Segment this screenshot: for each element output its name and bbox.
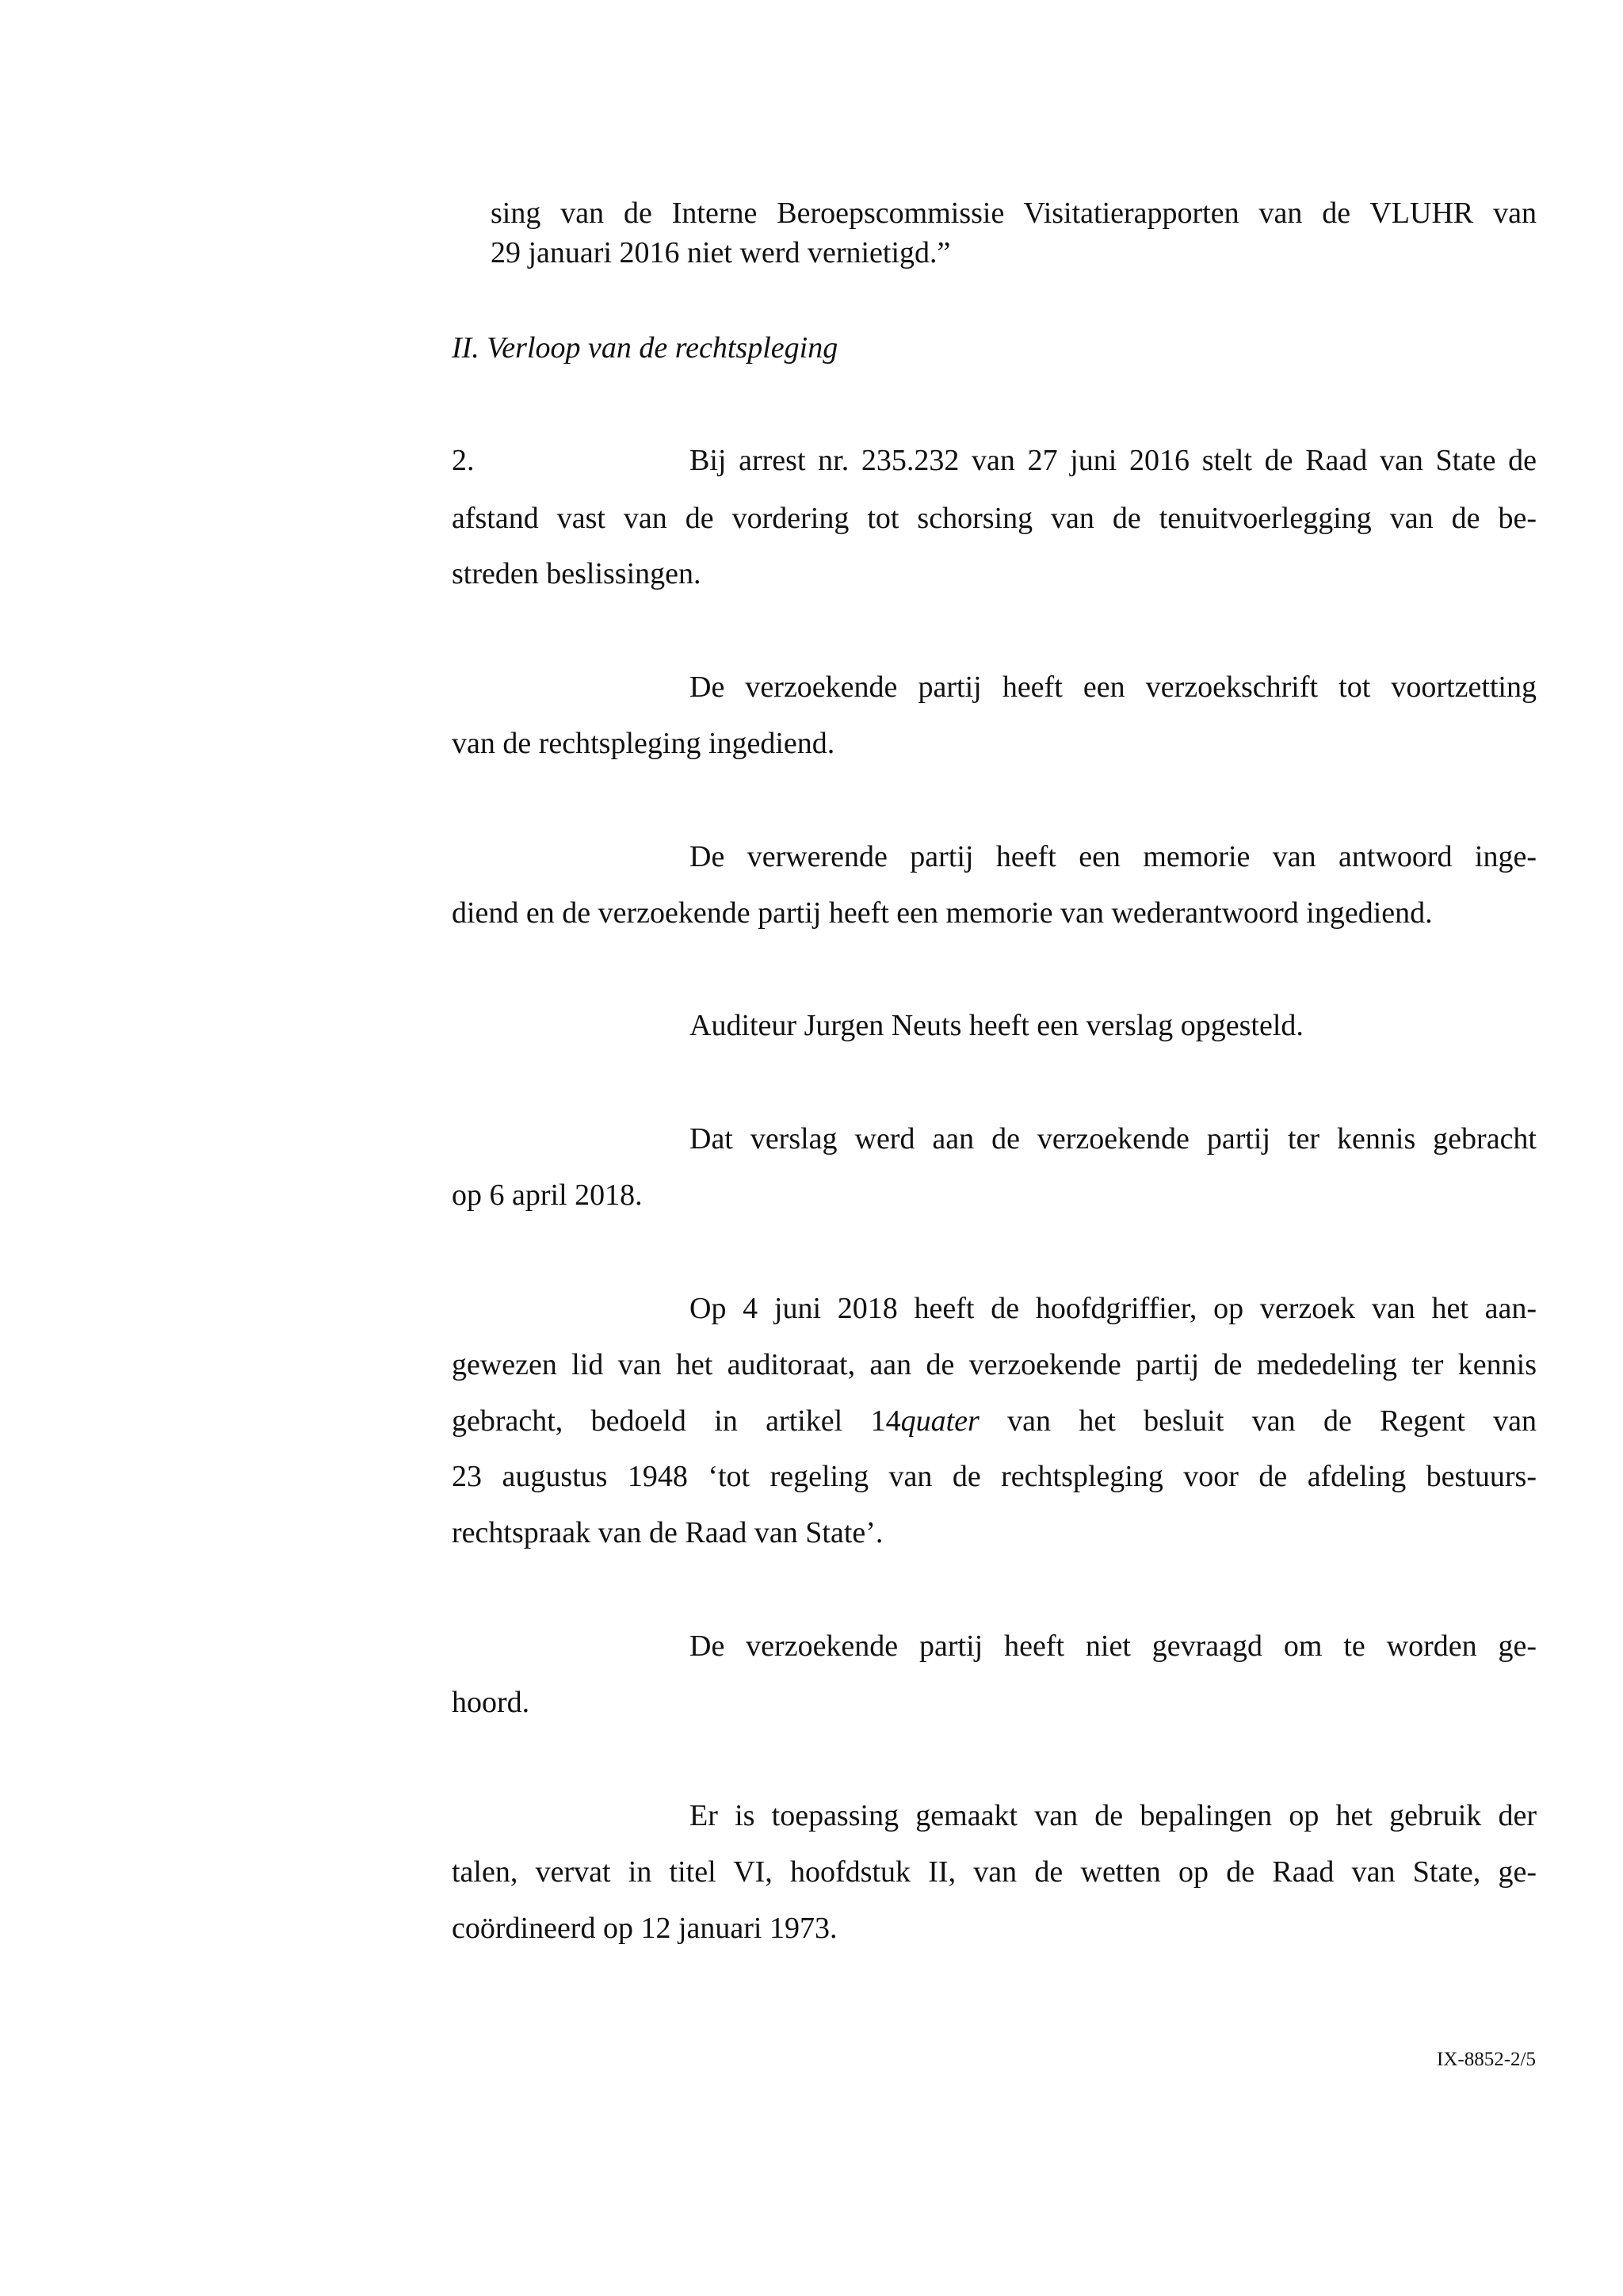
section-heading: II. Verloop van de rechtspleging (452, 331, 838, 365)
line-3-text-after: van het besluit van de Regent van (979, 1404, 1537, 1438)
para-talen-line-2: talen, vervat in titel VI, hoofdstuk II, van de wetten op de Raad van State, ge- (452, 1855, 1537, 1889)
para-hoofdgriffier-line-2: gewezen lid van het auditoraat, aan de verzoekende partij de mededeling ter kennis (452, 1348, 1537, 1381)
para-verslag-line-2: op 6 april 2018. (452, 1179, 643, 1212)
quater-italic: quater (900, 1404, 980, 1438)
para-hoofdgriffier-line-1: Op 4 juni 2018 heeft de hoofdgriffier, op verzoek van het aan- (689, 1292, 1537, 1325)
paragraph-number: 2. (452, 444, 475, 477)
para-hoofdgriffier-line-3 (452, 1398, 1537, 1444)
para-auditeur-line-1: Auditeur Jurgen Neuts heeft een verslag opgesteld. (689, 1009, 1304, 1042)
para-hoofdgriffier-line-4: 23 augustus 1948 ‘tot regeling van de rechtspleging voor de afdeling bestuurs- (452, 1460, 1537, 1493)
para-hoofdgriffier-line-5: rechtspraak van de Raad van State’. (452, 1516, 884, 1549)
para-gehoord-line-2: hoord. (452, 1686, 530, 1719)
para-verzoekschrift-line-2: van de rechtspleging ingediend. (452, 727, 835, 760)
para-talen-line-1: Er is toepassing gemaakt van de bepalingen op het gebruik der (689, 1799, 1537, 1832)
page-reference: IX-8852-2/5 (1437, 2049, 1536, 2070)
paragraph-2-line-3: streden beslissingen. (452, 557, 701, 590)
quote-continuation-line-1: sing van de Interne Beroepscommissie Visitatierapporten van de VLUHR van (491, 197, 1537, 230)
para-verzoekschrift-line-1: De verzoekende partij heeft een verzoekschrift tot voortzetting (689, 670, 1537, 704)
para-memorie-line-1: De verwerende partij heeft een memorie van antwoord inge- (689, 840, 1537, 873)
quote-continuation-line-2: 29 januari 2016 niet werd vernietigd.” (491, 236, 951, 269)
para-verslag-line-1: Dat verslag werd aan de verzoekende partij ter kennis gebracht (689, 1122, 1537, 1156)
para-memorie-line-2: diend en de verzoekende partij heeft een memorie van wederantwoord ingediend. (452, 896, 1433, 930)
paragraph-2-line-2: afstand vast van de vordering tot schorsing van de tenuitvoerlegging van de be- (452, 502, 1537, 535)
para-gehoord-line-1: De verzoekende partij heeft niet gevraagd om te worden ge- (689, 1629, 1537, 1663)
line-3-text-before: gebracht, bedoeld in artikel 14 (452, 1404, 901, 1438)
paragraph-2-line-1: Bij arrest nr. 235.232 van 27 juni 2016 stelt de Raad van State de (689, 444, 1537, 477)
para-talen-line-3: coördineerd op 12 januari 1973. (452, 1912, 838, 1945)
